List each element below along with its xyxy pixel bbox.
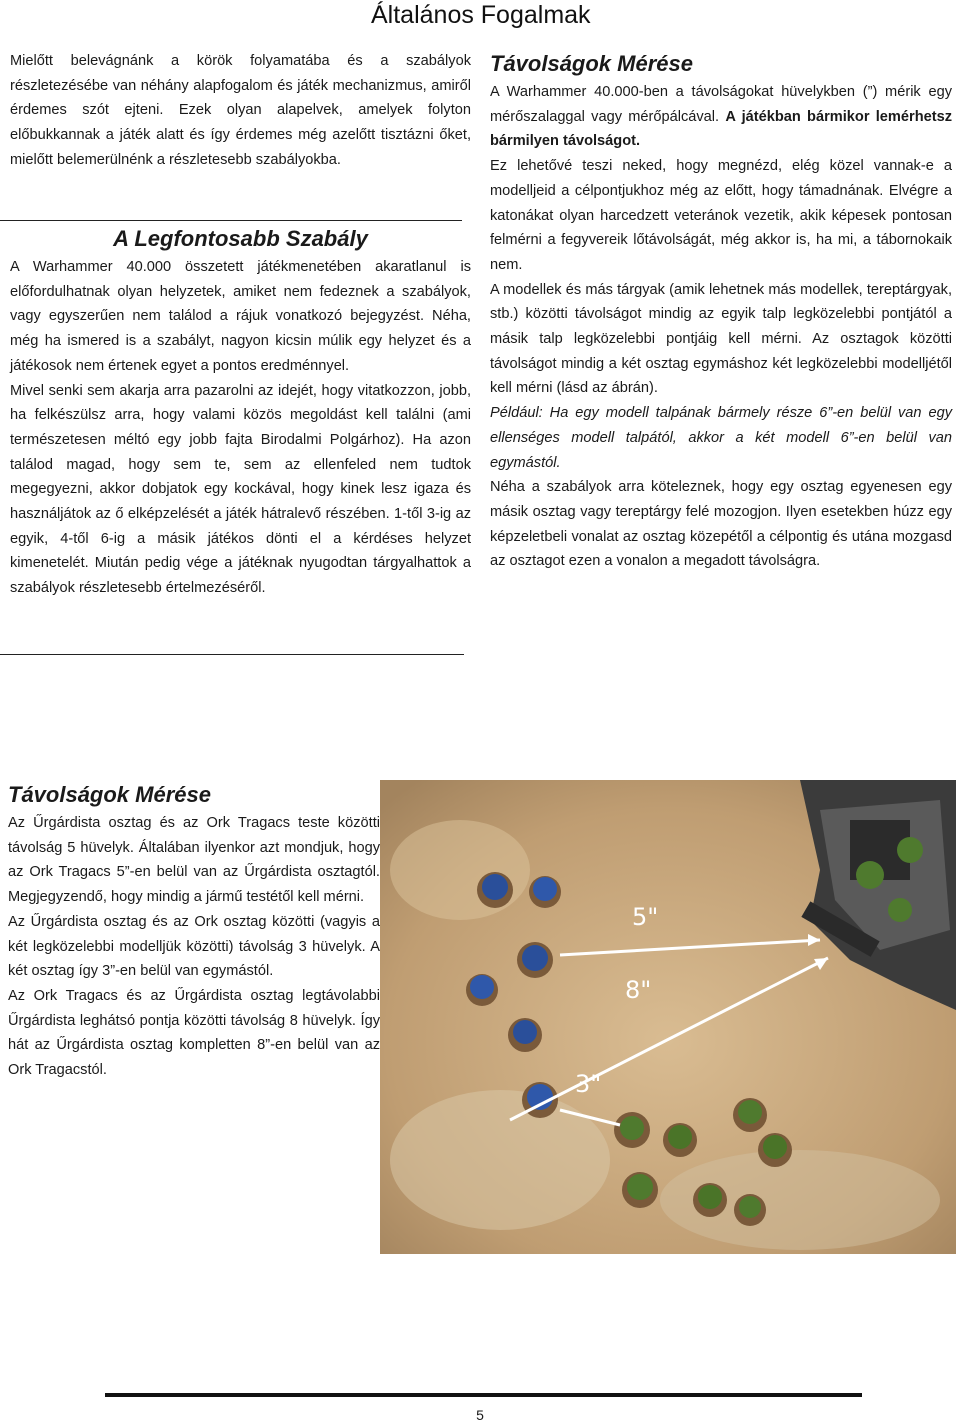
caption-heading: Távolságok Mérése (8, 782, 211, 807)
figure-caption (8, 779, 380, 1083)
page-title: Általános Fogalmak (371, 1, 591, 29)
diagram-svg (380, 780, 956, 1254)
distance-paragraph-1 (490, 80, 952, 154)
distance-example: Például: Ha egy modell talpának bármely része 6”-en belül van egy ellenséges modell talpától, akkor a két modell 6”-en belül van egymástól. (490, 405, 952, 471)
intro-paragraph: Mielőtt belevágnánk a körök folyamatába és a szabályok részletezésébe van néhány alapfogalom és játék mechanizmus, amiről érdemes szót ejteni. Ezek olyan alapelvek, amelyek folyton előbukkannak a játék alatt és így érdemes még azelőtt tisztázni őket, mielőtt belemerülnénk a részletesebb szabályokba. (10, 53, 471, 168)
right-column (490, 48, 952, 574)
section-divider-bottom (0, 654, 464, 655)
label-8-inch: 8" (625, 976, 652, 1004)
distance-p1-bold: A játékban bármikor lemérhetsz bármilyen távolságot. (490, 108, 952, 150)
measurement-diagram-photo (380, 780, 956, 1254)
caption-paragraph-3: Az Ork Tragacs és az Űrgárdista osztag legtávolabbi Űrgárdista leghátsó pontja közötti távolság 8 hüvelyk. Így hát az Űrgárdista osztag kompletten 8”-en belül van az Ork Tragacstól. (8, 987, 380, 1079)
ground-patch (390, 820, 530, 920)
most-important-paragraph-1: A Warhammer 40.000 összetett játékmenetében akaratlanul is előfordulhatnak olyan helyzetek, amiket nem fedeznek a szabályok, vagy egyszerűen nem találod a rájuk vonatkozó bejegyzést. Néha, még ha ismered is a szabályt, nagyon kicsin múlik egy helyzet és a játékosok nem értenek egyet a pontos eredménnyel. (10, 259, 471, 374)
footer-rule (105, 1393, 862, 1397)
left-column (10, 49, 471, 597)
label-3-inch: 3" (575, 1070, 602, 1098)
section-heading-distance: Távolságok Mérése (490, 51, 693, 76)
caption-paragraph-1: Az Űrgárdista osztag és az Ork Tragacs teste közötti távolság 5 hüvelyk. Általában ilyenkor azt mondjuk, hogy az Ork Tragacs 5”-en belül van az Űrgárdista osztagtól. Megjegyzendő, hogy mindig a jármű testétől kell mérni. (8, 815, 380, 906)
most-important-paragraph-2: Mivel senki sem akarja arra pazarolni az idejét, hogy vitatkozzon, jobb, ha felkészülsz arra, hogy valami közös megoldást kell találni (ami természetesen méltó egy jobb fajta Birodalmi Polgárhoz). Ha azon találod magad, hogy sem te, sem az ellenfeled nem tudtok megegyezni, akkor dobjatok egy kockával, hogy kinek lesz igaza és használjátok az ő elképzelését a játék hátralevő részében. 1-től 3-ig az egyik, 4-től 6-ig a másik játékos dönti el a kérdéses helyzet kimenetelét. Miután pedig vége a játéknak nyugodtan tárgyalhattok a szabályok részletesebb értelmezéséről. (10, 382, 471, 597)
section-heading-most-important: A Legfontosabb Szabály (113, 226, 368, 251)
distance-paragraph-3: A modellek és más tárgyak (amik lehetnek más modellek, tereptárgyak, stb.) közötti távolságot mindig az egyik talp legközelebbi pontjától a másik talp legközelebbi pontjáig kell mérni. Az osztagok közötti távolságot mindig a két osztag egymáshoz két legközelebbi modelljétől kell mérni (lásd az ábrán). (490, 281, 952, 397)
ground-patch (390, 1090, 610, 1230)
distance-p1-text: A Warhammer 40.000-ben a távolságokat hüvelykben (”) mérik egy mérőszalaggal vagy mérőpálcával. (490, 84, 952, 125)
label-5-inch: 5" (632, 903, 659, 931)
page-number: 5 (476, 1407, 484, 1423)
most-important-section (10, 223, 471, 601)
distance-paragraph-2: Ez lehetővé teszi neked, hogy megnézd, elég közel vannak-e a modelljeid a célpontjukhoz még az előtt, hogy támadnának. Elvégre a katonákat olyan harcedzett veteránok vezetik, akik képesek pontosan felmérni a fegyvereik lőtávolságát, még akkor is, ha mi, a tábornokaik nem. (490, 158, 952, 273)
caption-paragraph-2: Az Űrgárdista osztag és az Ork osztag közötti (vagyis a két legközelebbi modelljük közötti) távolság 3 hüvelyk. A két osztag így 3”-en belül van egymástól. (8, 913, 380, 980)
section-divider-top (0, 220, 462, 221)
distance-paragraph-5: Néha a szabályok arra köteleznek, hogy egy osztag egyenesen egy másik osztag vagy tereptárgy felé mozogjon. Ilyen esetekben húzz egy képzeletbeli vonalat az osztag közepétől a célpontig és utána mozgasd az osztagot ezen a vonalon a megadott távolságra. (490, 479, 952, 570)
